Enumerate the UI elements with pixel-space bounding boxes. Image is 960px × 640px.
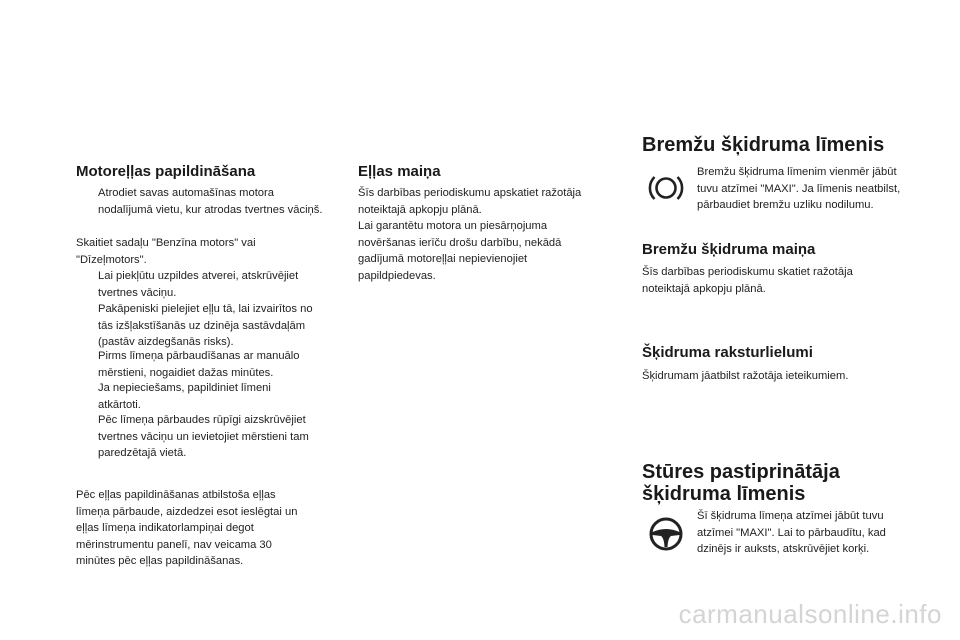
oil-level-footnote: Pēc eļļas papildināšanas atbilstoša eļļas līmeņa pārbaude, aizdedzei esot ieslēgtai un eļļas līmeņa indikatorlampiņai degot mērinstrumentu panelī, nav veicama 30 minūtes pēc eļļas papildināšanas. <box>76 489 298 568</box>
brake-fluid-change-text: Šīs darbības periodiskumu skatiet ražotāja noteiktajā apkopju plānā. <box>642 266 853 295</box>
fluid-specification-title: Šķidruma raksturlielumi <box>642 344 813 361</box>
brake-fluid-level-text: Bremžu šķidruma līmenim vienmēr jābūt tuvu atzīmei "MAXI". Ja līmenis neatbilst, pārbaudiet bremžu uzliku nodilumu. <box>697 166 901 212</box>
engine-oil-topup-title: Motoreļļas papildināšana <box>76 163 256 180</box>
brake-fluid-level-title: Bremžu šķidruma līmenis <box>642 134 885 156</box>
fluid-specification-text: Šķidrumam jāatbilst ražotāja ieteikumiem. <box>642 370 849 382</box>
power-steering-title-line2: šķidruma līmenis <box>642 483 806 505</box>
oil-change-interval-text: Šīs darbības periodiskumu apskatiet ražotāja noteiktajā apkopju plānā. <box>358 187 582 216</box>
steering-wheel-icon <box>646 514 686 554</box>
brake-fluid-change-title: Bremžu šķidruma maiņa <box>642 241 816 258</box>
oil-additives-warning-text: Lai garantētu motora un piesārņojuma novēršanas ierīču drošu darbību, nekādā gadījumā motoreļļai nepievienojiet papildpiedevas. <box>358 220 562 282</box>
power-steering-text: Šī šķidruma līmeņa atzīmei jābūt tuvu atzīmei "MAXI". Lai to pārbaudītu, kad dzinējs ir auksts, atskrūvējiet korķi. <box>697 510 886 556</box>
oil-change-title: Eļļas maiņa <box>358 163 441 180</box>
power-steering-title-line1: Stūres pastiprinātāja <box>642 461 840 483</box>
reference-note: Skaitiet sadaļu "Benzīna motors" vai "Dīzeļmotors". <box>76 237 256 266</box>
brake-warning-icon <box>646 171 686 205</box>
watermark: carmanualsonline.info <box>678 599 942 629</box>
